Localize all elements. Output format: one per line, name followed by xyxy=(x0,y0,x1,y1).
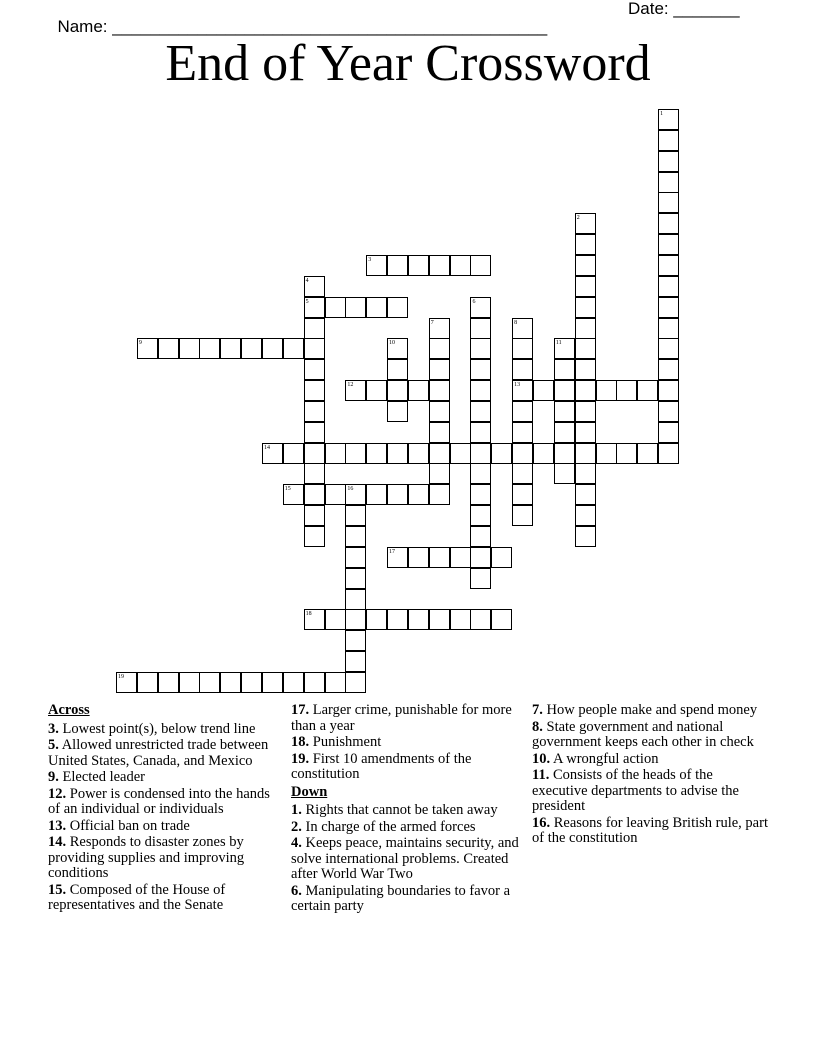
crossword-cell[interactable] xyxy=(470,401,491,422)
clue-across-15: 15. Composed of the House of representatives and the Senate xyxy=(48,881,226,913)
crossword-cell[interactable] xyxy=(637,380,658,401)
crossword-cell[interactable] xyxy=(304,484,325,505)
crossword-cell[interactable] xyxy=(470,359,491,380)
crossword-cell[interactable] xyxy=(575,484,596,505)
crossword-cell[interactable] xyxy=(387,255,408,276)
crossword-cell[interactable] xyxy=(575,422,596,443)
crossword-cell[interactable] xyxy=(470,463,491,484)
crossword-cell[interactable] xyxy=(304,609,325,630)
crossword-cell[interactable] xyxy=(387,609,408,630)
crossword-cell[interactable] xyxy=(575,526,596,547)
date-field[interactable]: Date: _______ xyxy=(628,0,740,18)
across-heading: Across xyxy=(48,702,90,718)
name-field[interactable]: Name: ______________________________________________ xyxy=(57,17,548,36)
crossword-cell[interactable] xyxy=(345,672,366,693)
clue-number-label: 11 xyxy=(555,340,562,347)
crossword-cell[interactable] xyxy=(450,547,471,568)
crossword-cell[interactable] xyxy=(304,380,325,401)
crossword-cell[interactable] xyxy=(658,276,679,297)
crossword-cell[interactable] xyxy=(491,443,512,464)
crossword-cell[interactable] xyxy=(345,297,366,318)
crossword-cell[interactable] xyxy=(554,380,575,401)
crossword-cell[interactable] xyxy=(658,213,679,234)
crossword-cell[interactable] xyxy=(658,422,679,443)
clue-down-10: 10. A wrongful action xyxy=(532,750,659,767)
crossword-cell[interactable] xyxy=(658,192,679,213)
crossword-cell[interactable] xyxy=(512,443,533,464)
crossword-cell[interactable] xyxy=(408,380,429,401)
crossword-cell[interactable] xyxy=(470,547,491,568)
crossword-cell[interactable] xyxy=(470,255,491,276)
crossword-cell[interactable] xyxy=(616,380,637,401)
crossword-cell[interactable] xyxy=(283,484,304,505)
clues-column-1 xyxy=(48,703,280,915)
crossword-cell[interactable] xyxy=(491,547,512,568)
clue-down-1: 1. Rights that cannot be taken away xyxy=(291,802,498,818)
clue-number-label: 13 xyxy=(514,382,521,389)
crossword-cell[interactable] xyxy=(554,359,575,380)
clue-number-label: 12 xyxy=(347,382,354,389)
crossword-cell[interactable] xyxy=(658,338,679,359)
crossword-cell[interactable] xyxy=(470,318,491,339)
clue-down-4: 4. Keeps peace, maintains security, and solve international problems. Created after World War Two xyxy=(291,835,519,882)
clue-down-2: 2. In charge of the armed forces xyxy=(291,818,476,835)
crossword-cell[interactable] xyxy=(470,338,491,359)
clue-across-14: 14. Responds to disaster zones by providing supplies and improving conditions xyxy=(48,834,245,881)
crossword-cell[interactable] xyxy=(345,484,366,505)
crossword-cell[interactable] xyxy=(470,609,491,630)
crossword-cell[interactable] xyxy=(137,672,158,693)
crossword-cell[interactable] xyxy=(304,505,325,526)
clue-number-label: 8 xyxy=(514,319,518,326)
crossword-cell[interactable] xyxy=(262,338,283,359)
crossword-cell[interactable] xyxy=(450,609,471,630)
crossword-cell[interactable] xyxy=(387,484,408,505)
crossword-cell[interactable] xyxy=(512,338,533,359)
crossword-cell[interactable] xyxy=(199,672,220,693)
crossword-cell[interactable] xyxy=(658,318,679,339)
page-title: End of Year Crossword xyxy=(165,35,651,92)
crossword-cell[interactable] xyxy=(345,609,366,630)
clues-column-3 xyxy=(532,703,768,848)
clue-down-11: 11. Consists of the heads of the executive departments to advise the president xyxy=(532,767,739,814)
crossword-cell[interactable] xyxy=(304,672,325,693)
crossword-cell[interactable] xyxy=(158,672,179,693)
crossword-cell[interactable] xyxy=(470,526,491,547)
crossword-cell[interactable] xyxy=(304,401,325,422)
crossword-cell[interactable] xyxy=(387,297,408,318)
crossword-cell[interactable] xyxy=(429,318,450,339)
crossword-cell[interactable] xyxy=(554,422,575,443)
header xyxy=(48,0,768,36)
crossword-cell[interactable] xyxy=(408,484,429,505)
crossword-cell[interactable] xyxy=(658,151,679,172)
crossword-cell[interactable] xyxy=(304,318,325,339)
crossword-cell[interactable] xyxy=(554,463,575,484)
clue-down-16: 16. Reasons for leaving British rule, part of the constitution xyxy=(532,814,768,846)
clue-number-label: 4 xyxy=(305,277,309,284)
crossword-cell[interactable] xyxy=(345,568,366,589)
crossword-cell[interactable] xyxy=(429,609,450,630)
crossword-cell[interactable] xyxy=(304,463,325,484)
crossword-cell[interactable] xyxy=(241,338,262,359)
crossword-cell[interactable] xyxy=(658,359,679,380)
crossword-cell[interactable] xyxy=(658,234,679,255)
crossword-cell[interactable] xyxy=(470,568,491,589)
clue-number-label: 7 xyxy=(430,319,434,326)
crossword-cell[interactable] xyxy=(387,401,408,422)
crossword-cell[interactable] xyxy=(658,130,679,151)
crossword-cell[interactable] xyxy=(345,505,366,526)
clue-number-label: 17 xyxy=(389,548,396,555)
crossword-cell[interactable] xyxy=(554,338,575,359)
crossword-cell[interactable] xyxy=(345,380,366,401)
crossword-cell[interactable] xyxy=(283,338,304,359)
crossword-cell[interactable] xyxy=(429,443,450,464)
clue-across-12: 12. Power is condensed into the hands of an individual or individuals xyxy=(48,785,270,817)
crossword-cell[interactable] xyxy=(429,422,450,443)
crossword-cell[interactable] xyxy=(366,380,387,401)
crossword-cell[interactable] xyxy=(575,401,596,422)
crossword-cell[interactable] xyxy=(512,318,533,339)
crossword-cell[interactable] xyxy=(158,338,179,359)
down-heading: Down xyxy=(291,783,328,800)
crossword-cell[interactable] xyxy=(470,297,491,318)
clue-across-18: 18. Punishment xyxy=(291,734,382,750)
crossword-cell[interactable] xyxy=(387,359,408,380)
clue-across-17: 17. Larger crime, punishable for more than a year xyxy=(291,702,512,734)
crossword-cell[interactable] xyxy=(470,422,491,443)
crossword-cell[interactable] xyxy=(262,443,283,464)
crossword-cell[interactable] xyxy=(533,380,554,401)
crossword-cell[interactable] xyxy=(325,484,346,505)
crossword-cell[interactable] xyxy=(179,672,200,693)
crossword-cell[interactable] xyxy=(575,359,596,380)
clue-number-label: 3 xyxy=(368,256,372,263)
crossword-cell[interactable] xyxy=(199,338,220,359)
crossword-cell[interactable] xyxy=(429,380,450,401)
crossword-cell[interactable] xyxy=(387,380,408,401)
crossword-cell[interactable] xyxy=(512,422,533,443)
crossword-cell[interactable] xyxy=(470,484,491,505)
crossword-cell[interactable] xyxy=(512,380,533,401)
crossword-cell[interactable] xyxy=(637,443,658,464)
crossword-cell[interactable] xyxy=(345,526,366,547)
crossword-cell[interactable] xyxy=(429,401,450,422)
crossword-cell[interactable] xyxy=(345,443,366,464)
crossword-cell[interactable] xyxy=(283,672,304,693)
crossword-cell[interactable] xyxy=(554,401,575,422)
clues-column-2 xyxy=(291,703,521,916)
clue-number-label: 9 xyxy=(138,340,142,347)
crossword-cell[interactable] xyxy=(220,338,241,359)
crossword-cell[interactable] xyxy=(429,484,450,505)
crossword-cell[interactable] xyxy=(596,443,617,464)
crossword-cell[interactable] xyxy=(345,630,366,651)
crossword-cell[interactable] xyxy=(512,401,533,422)
crossword-cell[interactable] xyxy=(429,359,450,380)
crossword-cell[interactable] xyxy=(575,505,596,526)
clue-down-7: 7. How people make and spend money xyxy=(532,702,758,718)
crossword-cell[interactable] xyxy=(658,443,679,464)
crossword-cell[interactable] xyxy=(575,213,596,234)
clue-number-label: 14 xyxy=(263,444,270,451)
crossword-cell[interactable] xyxy=(658,297,679,318)
crossword-cell[interactable] xyxy=(408,547,429,568)
clue-across-19: 19. First 10 amendments of the constitution xyxy=(291,750,472,782)
crossword-cell[interactable] xyxy=(554,443,575,464)
clue-number-label: 1 xyxy=(660,111,664,117)
crossword-cell[interactable] xyxy=(450,443,471,464)
crossword-cell[interactable] xyxy=(137,338,158,359)
crossword-cell[interactable] xyxy=(345,547,366,568)
crossword-cell[interactable] xyxy=(366,484,387,505)
clue-number-label: 18 xyxy=(305,611,312,618)
crossword-cell[interactable] xyxy=(575,443,596,464)
crossword-cell[interactable] xyxy=(283,443,304,464)
crossword-cell[interactable] xyxy=(658,380,679,401)
clue-number-label: 16 xyxy=(347,486,354,493)
crossword-cell[interactable] xyxy=(470,443,491,464)
crossword-cell[interactable] xyxy=(325,609,346,630)
crossword-cell[interactable] xyxy=(450,255,471,276)
crossword-cell[interactable] xyxy=(429,338,450,359)
clue-across-13: 13. Official ban on trade xyxy=(48,817,190,834)
crossword-cell[interactable] xyxy=(658,401,679,422)
crossword-cell[interactable] xyxy=(325,443,346,464)
crossword-cell[interactable] xyxy=(575,297,596,318)
crossword-cell[interactable] xyxy=(304,422,325,443)
crossword-cell[interactable] xyxy=(575,255,596,276)
crossword-cell[interactable] xyxy=(366,609,387,630)
crossword-cell[interactable] xyxy=(387,338,408,359)
crossword-cell[interactable] xyxy=(304,359,325,380)
clue-number-label: 6 xyxy=(472,298,476,305)
crossword-cell[interactable] xyxy=(470,505,491,526)
crossword-cell[interactable] xyxy=(408,255,429,276)
crossword-cell[interactable] xyxy=(575,338,596,359)
clue-number-label: 10 xyxy=(389,340,396,347)
crossword-cell[interactable] xyxy=(366,297,387,318)
crossword-cell[interactable] xyxy=(512,505,533,526)
crossword-cell[interactable] xyxy=(429,255,450,276)
crossword-cell[interactable] xyxy=(116,672,137,693)
crossword-cell[interactable] xyxy=(366,255,387,276)
crossword-cell[interactable] xyxy=(658,109,679,130)
crossword-cell[interactable] xyxy=(325,297,346,318)
crossword-cell[interactable] xyxy=(533,443,554,464)
crossword-cell[interactable] xyxy=(366,443,387,464)
crossword-cell[interactable] xyxy=(408,609,429,630)
crossword-cell[interactable] xyxy=(345,589,366,610)
crossword-cell[interactable] xyxy=(512,463,533,484)
crossword-cell[interactable] xyxy=(491,609,512,630)
crossword-cell[interactable] xyxy=(304,338,325,359)
crossword-cell[interactable] xyxy=(387,547,408,568)
crossword-cell[interactable] xyxy=(179,338,200,359)
clue-across-9: 9. Elected leader xyxy=(48,769,146,785)
clue-down-6: 6. Manipulating boundaries to favor a certain party xyxy=(291,882,511,914)
crossword-cell[interactable] xyxy=(345,651,366,672)
clue-across-5: 5. Allowed unrestricted trade between United States, Canada, and Mexico xyxy=(48,737,269,769)
crossword-cell[interactable] xyxy=(575,463,596,484)
crossword-cell[interactable] xyxy=(596,380,617,401)
crossword-cell[interactable] xyxy=(658,255,679,276)
crossword-cell[interactable] xyxy=(304,526,325,547)
crossword-cell[interactable] xyxy=(262,672,283,693)
crossword-cell[interactable] xyxy=(241,672,262,693)
clue-down-8: 8. State government and national government keeps each other in check xyxy=(532,718,754,750)
crossword-cell[interactable] xyxy=(470,380,491,401)
crossword-cell[interactable] xyxy=(658,172,679,193)
crossword-cell[interactable] xyxy=(429,463,450,484)
crossword-cell[interactable] xyxy=(512,484,533,505)
crossword-cell[interactable] xyxy=(575,318,596,339)
crossword-cell[interactable] xyxy=(304,297,325,318)
clue-number-label: 2 xyxy=(576,215,580,222)
crossword-cell[interactable] xyxy=(575,276,596,297)
clue-number-label: 19 xyxy=(118,673,124,680)
crossword-cell[interactable] xyxy=(304,276,325,297)
crossword-cell[interactable] xyxy=(575,234,596,255)
crossword-cell[interactable] xyxy=(325,672,346,693)
crossword-cell[interactable] xyxy=(304,443,325,464)
crossword-cell[interactable] xyxy=(387,443,408,464)
crossword-cell[interactable] xyxy=(220,672,241,693)
clue-number-label: 5 xyxy=(305,298,309,305)
crossword-cell[interactable] xyxy=(512,359,533,380)
clue-number-label: 15 xyxy=(284,486,291,493)
crossword-cell[interactable] xyxy=(616,443,637,464)
crossword-cell[interactable] xyxy=(429,547,450,568)
clue-across-3: 3. Lowest point(s), below trend line xyxy=(48,720,256,737)
crossword-cell[interactable] xyxy=(575,380,596,401)
crossword-cell[interactable] xyxy=(408,443,429,464)
